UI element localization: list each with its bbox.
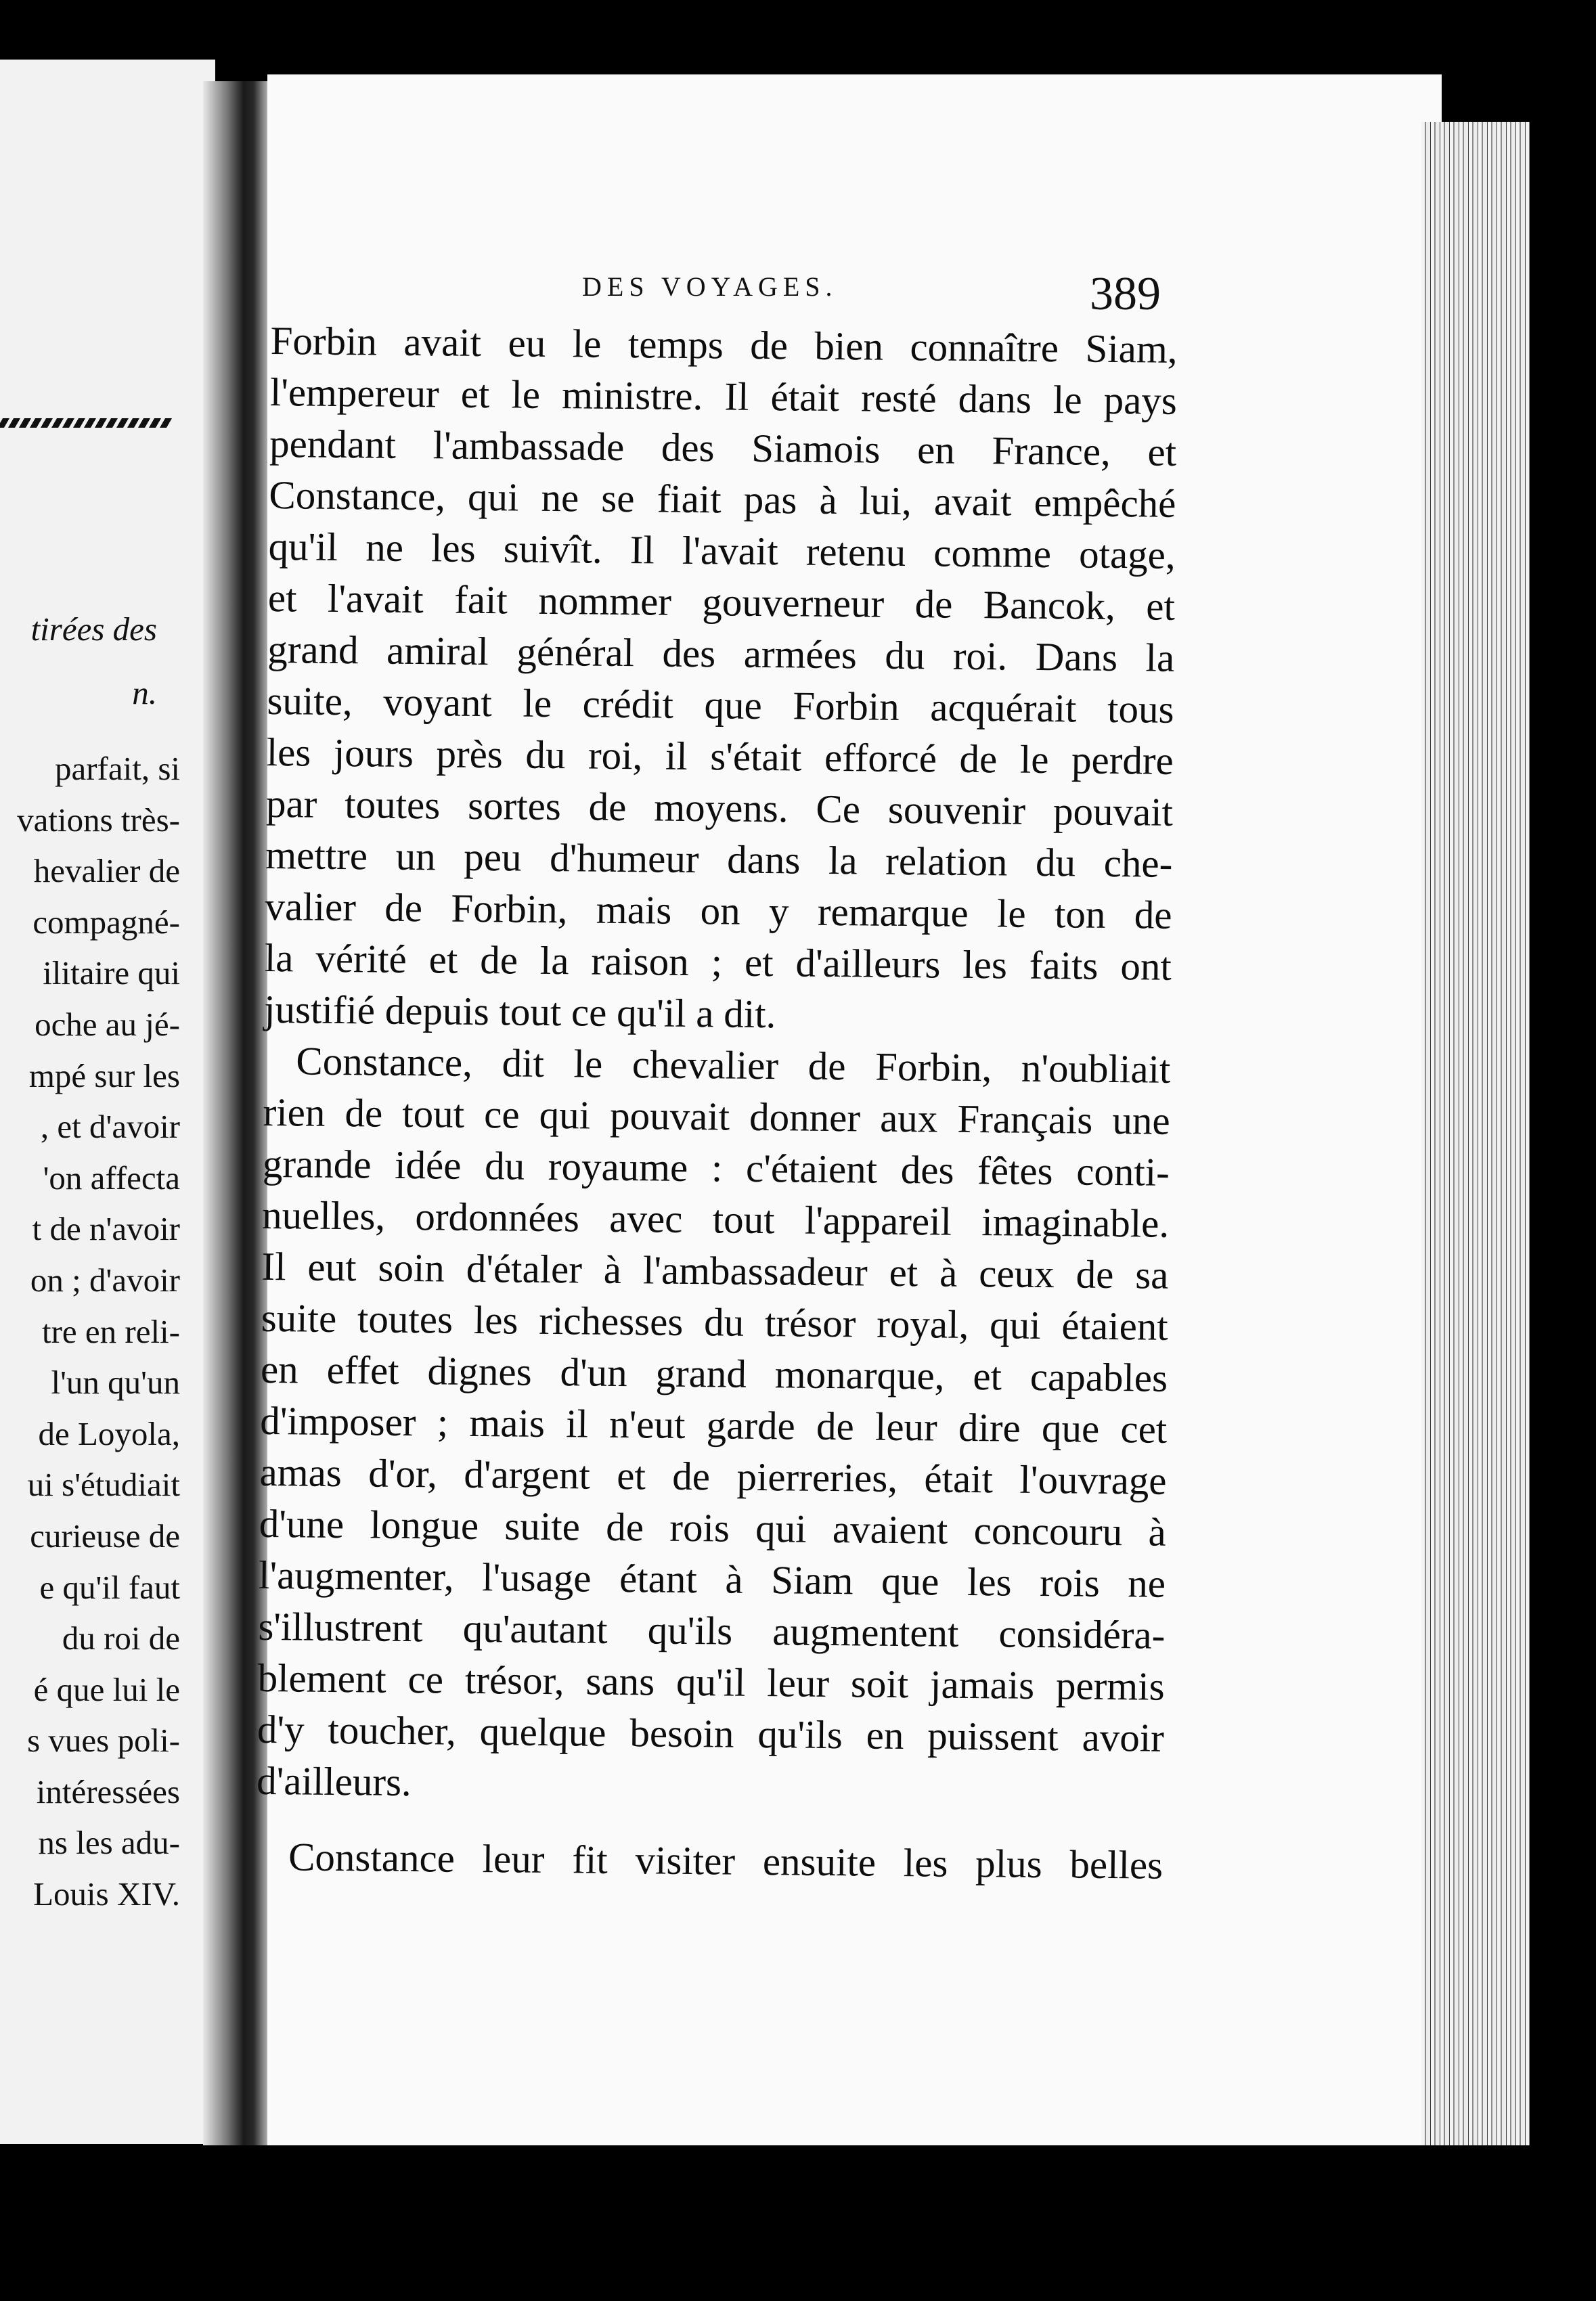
left-text-line: compagné- bbox=[32, 903, 180, 941]
text-line: blement ce trésor, sans qu'il leur soit jamais permis bbox=[257, 1655, 1165, 1709]
left-text-line: l'un qu'un bbox=[51, 1364, 180, 1402]
page-number: 389 bbox=[1090, 268, 1161, 320]
left-text-line: hevalier de bbox=[33, 852, 180, 890]
page-edges bbox=[1421, 122, 1530, 2145]
running-head: DES VOYAGES. bbox=[582, 271, 838, 302]
left-text-line: , et d'avoir bbox=[40, 1108, 180, 1146]
left-heading-line: n. bbox=[132, 674, 157, 711]
left-page bbox=[0, 60, 215, 2144]
body-text bbox=[256, 315, 1178, 1891]
paragraph bbox=[256, 1831, 1163, 1891]
text-line: nuelles, ordonnées avec tout l'appareil imaginable. bbox=[261, 1192, 1170, 1246]
left-text-line: du roi de bbox=[62, 1619, 180, 1657]
text-line: et l'avait fait nommer gouverneur de Bancok, et bbox=[267, 575, 1176, 629]
left-text-line: ns les adu- bbox=[38, 1824, 180, 1862]
text-line: justifié depuis tout ce qu'il a dit. bbox=[263, 986, 776, 1037]
paragraph bbox=[257, 1035, 1171, 1815]
text-line: pendant l'ambassade des Siamois en France, et bbox=[269, 420, 1177, 474]
text-line: d'une longue suite de rois qui avaient concouru à bbox=[259, 1500, 1167, 1555]
text-line: les jours près du roi, il s'était efforcé de le perdre bbox=[266, 729, 1174, 783]
left-text-line: oche au jé- bbox=[35, 1005, 180, 1043]
text-line: suite toutes les richesses du trésor royal, qui étaient bbox=[261, 1295, 1169, 1349]
text-line: d'y toucher, quelque besoin qu'ils en puissent avoir bbox=[257, 1706, 1165, 1760]
left-text-line: t de n'avoir bbox=[32, 1210, 180, 1248]
text-line: l'augmenter, l'usage étant à Siam que les rois ne bbox=[258, 1552, 1166, 1606]
left-text-line: tre en reli- bbox=[41, 1312, 180, 1350]
left-text-line: mpé sur les bbox=[28, 1056, 180, 1094]
text-line: rien de tout ce qui pouvait donner aux Français une bbox=[263, 1089, 1170, 1143]
left-heading-line: tirées des bbox=[30, 610, 157, 648]
left-text-line: on ; d'avoir bbox=[30, 1261, 180, 1299]
text-line: l'empereur et le ministre. Il était resté dans le pays bbox=[269, 369, 1178, 423]
left-text-line: é que lui le bbox=[33, 1670, 180, 1708]
text-line: s'illustrent qu'autant qu'ils augmentent considéra- bbox=[258, 1603, 1166, 1657]
decorative-rule bbox=[0, 418, 175, 428]
left-text-line: Louis XIV. bbox=[33, 1875, 180, 1913]
left-text-line: s vues poli- bbox=[27, 1722, 180, 1760]
left-text-line: curieuse de bbox=[30, 1517, 180, 1555]
left-text-line: ilitaire qui bbox=[43, 954, 180, 992]
left-text-line: de Loyola, bbox=[38, 1414, 180, 1452]
text-line: grand amiral général des armées du roi. Dans la bbox=[267, 626, 1175, 680]
paragraph bbox=[264, 315, 1178, 1044]
text-line: en effet dignes d'un grand monarque, et capables bbox=[260, 1346, 1168, 1400]
left-page-heading bbox=[0, 598, 157, 725]
text-line: mettre un peu d'humeur dans la relation du che- bbox=[265, 832, 1173, 886]
left-text-line: parfait, si bbox=[54, 750, 180, 787]
text-line: d'ailleurs. bbox=[256, 1758, 412, 1805]
text-line: qu'il ne les suivît. Il l'avait retenu comme otage, bbox=[268, 523, 1176, 577]
text-line: grande idée du royaume : c'étaient des fêtes conti- bbox=[262, 1140, 1170, 1194]
text-line: Il eut soin d'étaler à l'ambassadeur et à ceux de sa bbox=[261, 1243, 1169, 1297]
left-page-text bbox=[0, 743, 180, 1920]
text-line: par toutes sortes de moyens. Ce souvenir pouvait bbox=[265, 780, 1174, 834]
left-text-line: e qu'il faut bbox=[39, 1568, 180, 1606]
text-line: Constance leur fit visiter ensuite les plus belles bbox=[288, 1834, 1163, 1887]
text-line: suite, voyant le crédit que Forbin acquérait tous bbox=[267, 677, 1174, 732]
text-line: Forbin avait eu le temps de bien connaître Siam, bbox=[270, 317, 1178, 372]
text-line: Constance, qui ne se fiait pas à lui, avait empêché bbox=[269, 472, 1176, 526]
left-text-line: ui s'étudiait bbox=[27, 1466, 180, 1504]
text-line: d'imposer ; mais il n'eut garde de leur dire que cet bbox=[259, 1398, 1168, 1452]
text-line: amas d'or, d'argent et de pierreries, était l'ouvrage bbox=[259, 1449, 1167, 1503]
left-text-line: 'on affecta bbox=[43, 1159, 180, 1197]
left-text-line: vations très- bbox=[17, 801, 180, 839]
left-text-line: intéressées bbox=[36, 1772, 180, 1810]
text-line: la vérité et de la raison ; et d'ailleurs les faits ont bbox=[264, 935, 1172, 989]
text-line: valier de Forbin, mais on y remarque le ton de bbox=[265, 883, 1172, 937]
text-line: Constance, dit le chevalier de Forbin, n'oubliait bbox=[296, 1038, 1171, 1092]
